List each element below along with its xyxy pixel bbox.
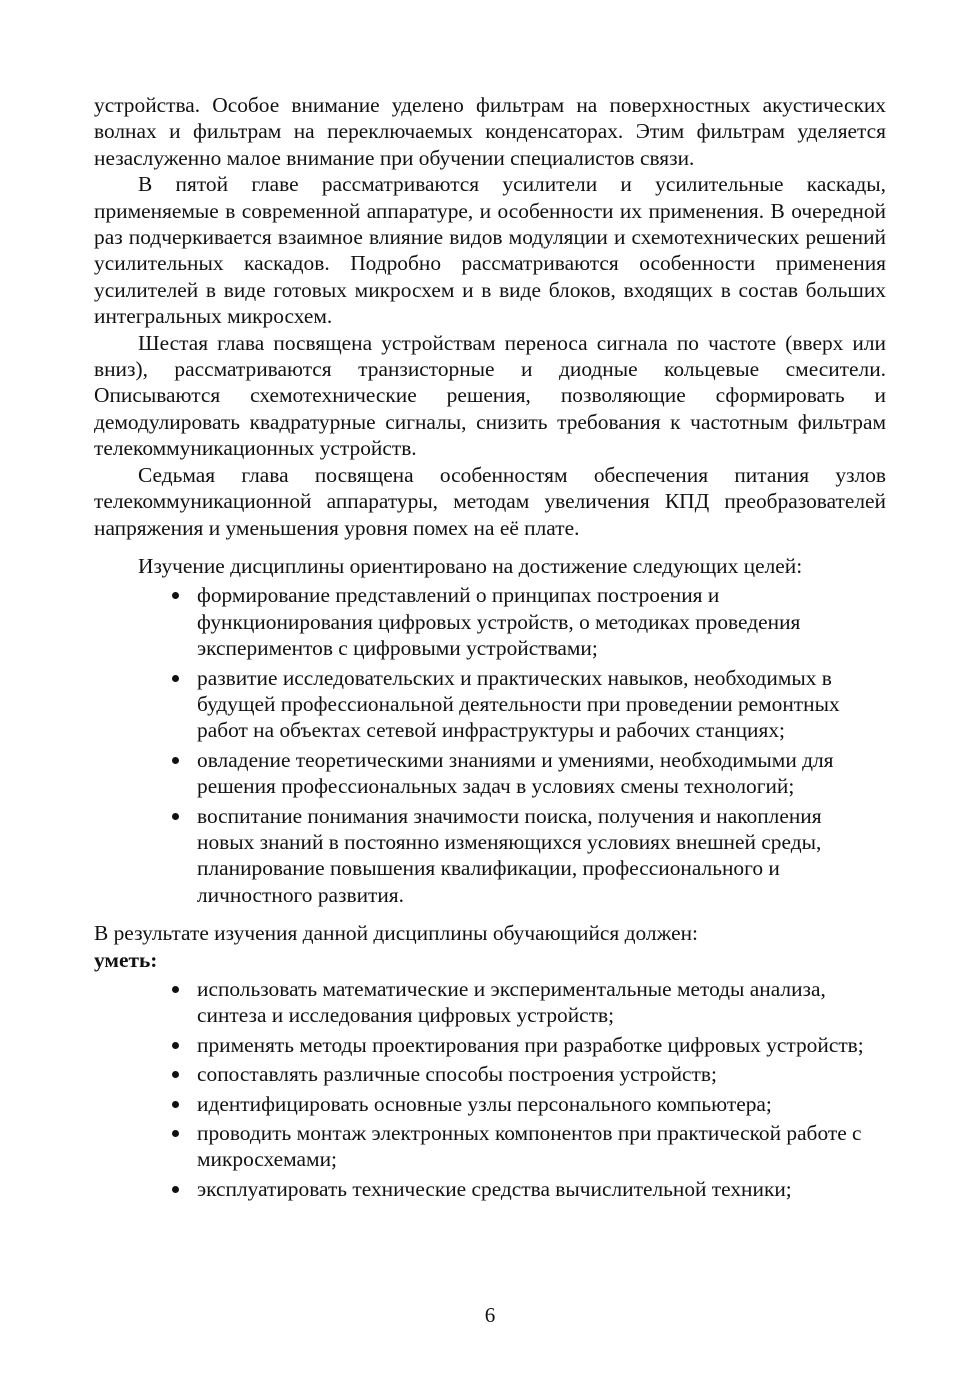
list-item-text: воспитание понимания значимости поиска, получения и накопления новых знаний в постоянно изменяющихся условиях внешней среды, планирование повышения квалификации, профессионального и личностного развития.	[197, 803, 822, 907]
list-item-text: эксплуатировать технические средства вычислительной техники;	[197, 1176, 792, 1201]
bullet-icon	[172, 1186, 179, 1193]
list-item	[197, 747, 853, 800]
list-item-text: формирование представлений о принципах построения и функционирования цифровых устройств, о методиках проведения экспериментов с цифровыми устройствами;	[197, 583, 801, 661]
list-item-text: использовать математические и экспериментальные методы анализа, синтеза и исследования цифровых устройств;	[197, 977, 826, 1028]
bullet-icon	[172, 757, 179, 764]
list-item-text: применять методы проектирования при разработке цифровых устройств;	[197, 1032, 864, 1057]
results-lead: В результате изучения данной дисциплины обучающийся должен:	[94, 921, 698, 946]
list-item-text: идентифицировать основные узлы персонального компьютера;	[197, 1091, 772, 1116]
list-item	[197, 1091, 883, 1117]
bullet-icon	[172, 813, 179, 820]
list-item	[197, 1061, 883, 1087]
list-item	[197, 1032, 883, 1058]
document-page	[94, 92, 886, 1202]
goals-lead: Изучение дисциплины ориентировано на достижение следующих целей:	[138, 553, 803, 578]
bullet-icon	[172, 1071, 179, 1078]
list-item-text: овладение теоретическими знаниями и умениями, необходимыми для решения профессиональных задач в условиях смены технологий;	[197, 747, 834, 799]
goals-list	[94, 582, 886, 908]
list-item	[197, 582, 853, 661]
list-item	[197, 665, 853, 744]
list-item-text: сопоставлять различные способы построения устройств;	[197, 1062, 717, 1087]
paragraph-chapter-5: В пятой главе рассматриваются усилители и усилительные каскады, применяемые в современной аппаратуре, и особенности их применения. В очередной раз подчеркивается взаимное влияние видов модуляции и схемотехнических решений усилительных каскадов. Подробно рассматриваются особенности применения усилителей в виде готовых микросхем и в виде блоков, входящих в состав больших интегральных микросхем.	[94, 172, 886, 329]
skills-list	[94, 976, 886, 1202]
bullet-icon	[172, 986, 179, 993]
list-item-text: развитие исследовательских и практических навыков, необходимых в будущей профессиональной деятельности при проведении ремонтных работ на объектах сетевой инфраструктуры и рабочих станциях;	[197, 665, 840, 743]
bullet-icon	[172, 675, 179, 682]
list-item-text: проводить монтаж электронных компонентов при практической работе с микросхемами;	[197, 1121, 862, 1172]
skills-label: уметь:	[94, 947, 158, 972]
bullet-icon	[172, 1042, 179, 1049]
bullet-icon	[172, 1101, 179, 1108]
paragraph-chapter-6: Шестая глава посвящена устройствам переноса сигнала по частоте (вверх или вниз), рассматриваются транзисторные и диодные кольцевые смесители. Описываются схемотехнические решения, позволяющие сформировать и демодулировать квадратурные сигналы, снизить требования к частотным фильтрам телекоммуникационных устройств.	[94, 330, 886, 461]
list-item	[197, 976, 883, 1029]
list-item	[197, 803, 853, 909]
paragraph-filters: устройства. Особое внимание уделено фильтрам на поверхностных акустических волнах и фильтрам на переключаемых конденсаторах. Этим фильтрам уделяется незаслуженно малое внимание при обучении специалистов связи.	[94, 93, 886, 170]
paragraph-chapter-7: Седьмая глава посвящена особенностям обеспечения питания узлов телекоммуникационной аппаратуры, методам увеличения КПД преобразователей напряжения и уменьшения уровня помех на её плате.	[94, 462, 886, 540]
list-item	[197, 1176, 883, 1202]
page-number: 6	[484, 1303, 496, 1327]
bullet-icon	[172, 1130, 179, 1137]
bullet-icon	[172, 592, 179, 599]
list-item	[197, 1120, 883, 1173]
